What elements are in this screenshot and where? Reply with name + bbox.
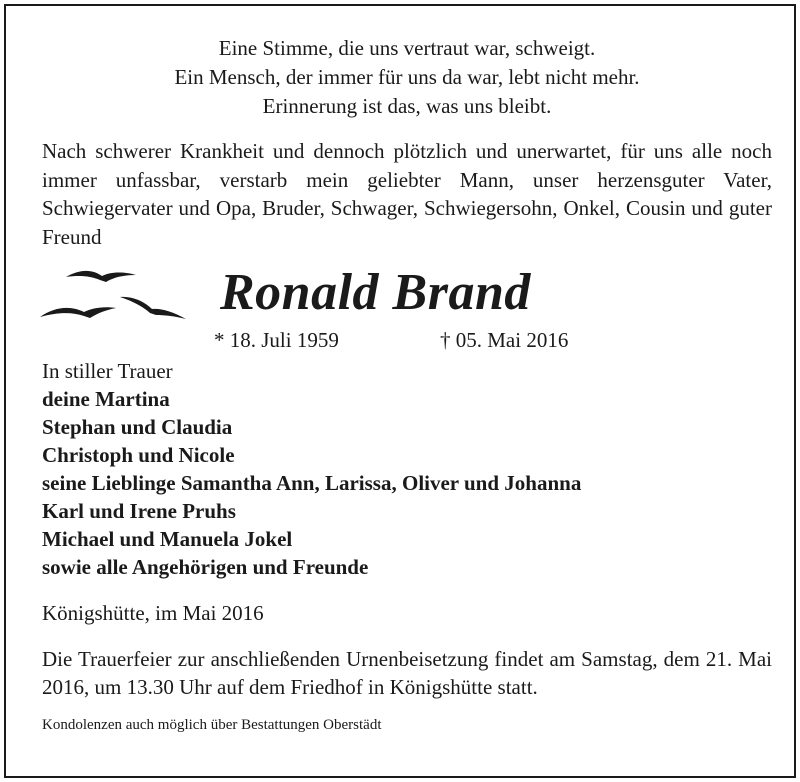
place-date: Königshütte, im Mai 2016 — [42, 601, 264, 625]
mourner: Michael und Manuela Jokel — [42, 527, 293, 551]
name-block — [42, 253, 772, 357]
mourner: seine Lieblinge Samantha Ann, Larissa, Oliver und Johanna — [42, 471, 582, 495]
birth-date: * 18. Juli 1959 — [214, 328, 339, 352]
motto-line: Erinnerung ist das, was uns bleibt. — [262, 94, 552, 118]
deceased-name: Ronald Brand — [220, 264, 531, 321]
mourner: sowie alle Angehörigen und Freunde — [42, 555, 369, 579]
funeral-info: Die Trauerfeier zur anschließenden Urnenbeisetzung findet am Samstag, dem 21. Mai 2016, um 13.30 Uhr auf dem Friedhof in Königshütte statt. — [42, 647, 772, 699]
condolence-note: Kondolenzen auch möglich über Bestattungen Oberstädt — [42, 717, 382, 733]
notice-content — [42, 34, 772, 735]
motto-line: Eine Stimme, die uns vertraut war, schweigt. — [218, 36, 596, 60]
notice-frame — [4, 4, 796, 778]
intro-text: Nach schwerer Krankheit und dennoch plötzlich und unerwartet, für uns alle noch immer unfassbar, verstarb mein geliebter Mann, unser herzensguter Vater, Schwiegervater und Opa, Bruder, Schwager, Schwiegersohn, Onkel, Cousin und guter Freund — [42, 139, 772, 249]
mourner: Christoph und Nicole — [42, 443, 235, 467]
life-dates — [214, 327, 568, 353]
motto — [42, 34, 772, 121]
motto-line: Ein Mensch, der immer für uns da war, lebt nicht mehr. — [174, 65, 640, 89]
mourning-intro: In stiller Trauer — [42, 359, 173, 383]
mourner: Karl und Irene Pruhs — [42, 499, 236, 523]
mourner: Stephan und Claudia — [42, 415, 233, 439]
mourner-list — [42, 385, 772, 581]
mourner: deine Martina — [42, 387, 170, 411]
death-date: † 05. Mai 2016 — [440, 328, 569, 352]
birds-icon — [40, 263, 190, 323]
